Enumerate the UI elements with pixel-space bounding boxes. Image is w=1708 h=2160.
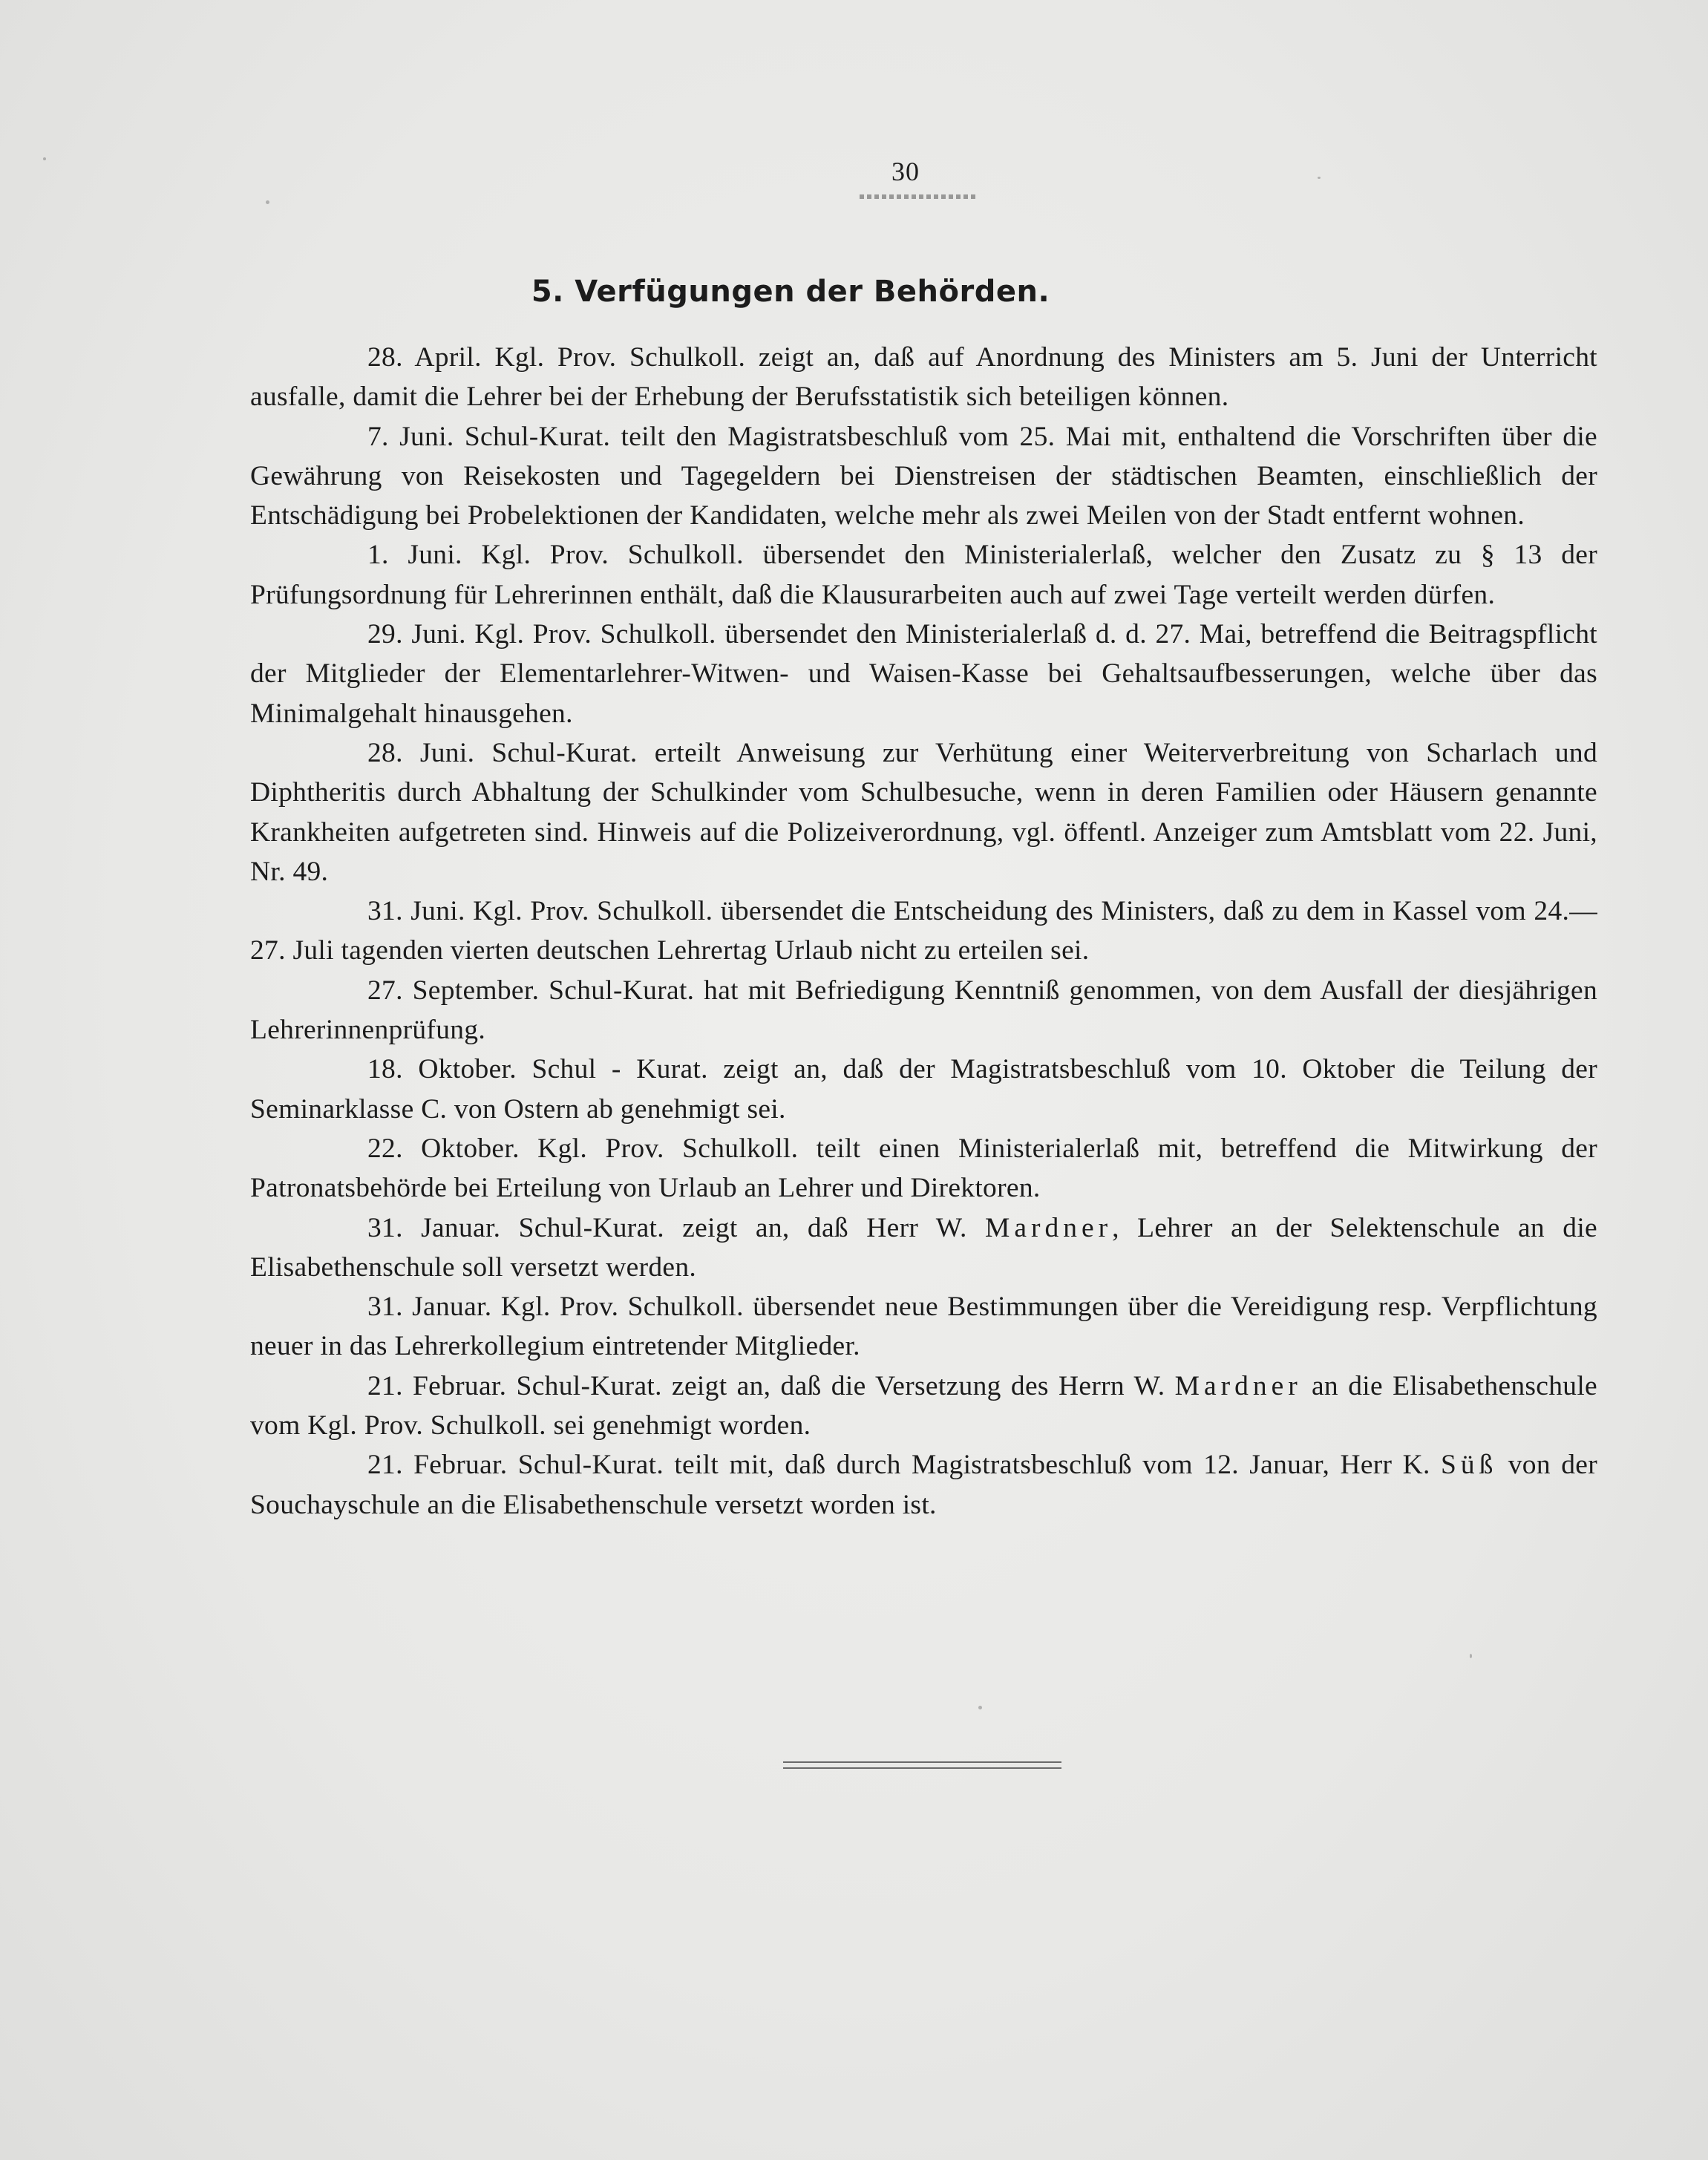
entry-2: 7. Juni. Schul-Kurat. teilt den Magistratsbeschluß vom 25. Mai mit, enthaltend die Vorschriften über die Gewährung von Reisekosten und Tagegeldern bei Dienstreisen der städtischen Beamten, einschließlich der Entschädigung bei Probelektionen der Kandidaten, welche mehr als zwei Meilen von der Stadt entfernt wohnen. <box>250 421 1597 531</box>
entry-9: 22. Oktober. Kgl. Prov. Schulkoll. teilt einen Ministerialerlaß mit, betreffend die Mitwirkung der Patronatsbehörde bei Erteilung von Urlaub an Lehrer und Direktoren. <box>250 1133 1597 1204</box>
entry-13 <box>250 1445 1597 1525</box>
entry-12-after: an die Elisabethenschule vom Kgl. Prov. Schulkoll. sei genehmigt worden. <box>250 1370 1597 1441</box>
paper-speck <box>1318 177 1321 179</box>
entry-5: 28. Juni. Schul-Kurat. erteilt Anweisung zur Verhütung einer Weiterverbreitung von Scharlach und Diphtheritis durch Abhaltung der Schulkinder vom Schulbesuche, wenn in deren Familien oder Häusern genannte Krankheiten aufgetreten sind. Hinweis auf die Polizeiverordnung, vgl. öffentl. Anzeiger zum Amtsblatt vom 22. Juni, Nr. 49. <box>250 737 1597 887</box>
page-number-rule <box>860 194 978 199</box>
entry-10 <box>250 1208 1597 1288</box>
paper-speck <box>1470 1654 1472 1658</box>
entry-13-after: von der Souchayschule an die Elisabethenschule versetzt worden ist. <box>250 1450 1597 1520</box>
entry-12-name: Mardner <box>1174 1370 1302 1401</box>
entry-12 <box>250 1367 1597 1446</box>
paper-speck <box>978 1706 982 1709</box>
entry-6: 31. Juni. Kgl. Prov. Schulkoll. übersendet die Entscheidung des Ministers, daß zu dem in Kassel vom 24.—27. Juli tagenden vierten deutschen Lehrertag Urlaub nicht zu erteilen sei. <box>250 896 1597 966</box>
entry-7: 27. September. Schul-Kurat. hat mit Befriedigung Kenntniß genommen, von dem Ausfall der diesjährigen Lehrerinnenprüfung. <box>250 975 1597 1046</box>
entry-13-name: Süß <box>1441 1450 1498 1481</box>
entry-3: 1. Juni. Kgl. Prov. Schulkoll. übersendet den Ministerialerlaß, welcher den Zusatz zu § 13 der Prüfungsordnung für Lehrerinnen enthält, daß die Klausurarbeiten auch auf zwei Tage verteilt werden dürfen. <box>250 540 1597 610</box>
entry-13-before: 21. Februar. Schul-Kurat. teilt mit, daß durch Magistratsbeschluß vom 12. Januar, Herr K. <box>367 1450 1442 1481</box>
entry-12-before: 21. Februar. Schul-Kurat. zeigt an, daß die Versetzung des Herrn W. <box>367 1370 1175 1401</box>
entry-4: 29. Juni. Kgl. Prov. Schulkoll. übersendet den Ministerialerlaß d. d. 27. Mai, betreffend die Beitragspflicht der Mitglieder der Elementarlehrer-Witwen- und Waisen-Kasse bei Gehaltsaufbesserungen, welche über das Minimalgehalt hinausgehen. <box>250 619 1597 729</box>
end-rule-lower <box>783 1767 1061 1769</box>
entry-1: 28. April. Kgl. Prov. Schulkoll. zeigt an, daß auf Anordnung des Ministers am 5. Juni der Unterricht ausfalle, damit die Lehrer bei der Erhebung der Berufsstatistik sich beteiligen können. <box>250 342 1597 413</box>
entry-10-before: 31. Januar. Schul-Kurat. zeigt an, daß Herr W. <box>367 1212 986 1243</box>
section-title: 5. Verfügungen der Behörden. <box>531 275 1050 309</box>
body-text <box>250 338 1597 1525</box>
page-number: 30 <box>891 157 920 186</box>
end-rule-upper <box>783 1761 1061 1763</box>
paper-speck <box>43 157 46 160</box>
entry-11: 31. Januar. Kgl. Prov. Schulkoll. übersendet neue Bestimmungen über die Vereidigung resp. Verpflichtung neuer in das Lehrerkollegium eintretender Mitglieder. <box>250 1292 1597 1362</box>
paper-speck <box>266 200 269 204</box>
entry-10-after: , Lehrer an der Selektenschule an die Elisabethenschule soll versetzt werden. <box>250 1212 1597 1283</box>
entry-10-name: Mardner <box>985 1212 1113 1243</box>
entry-8: 18. Oktober. Schul - Kurat. zeigt an, daß der Magistratsbeschluß vom 10. Oktober die Teilung der Seminarklasse C. von Ostern ab genehmigt sei. <box>250 1054 1597 1125</box>
